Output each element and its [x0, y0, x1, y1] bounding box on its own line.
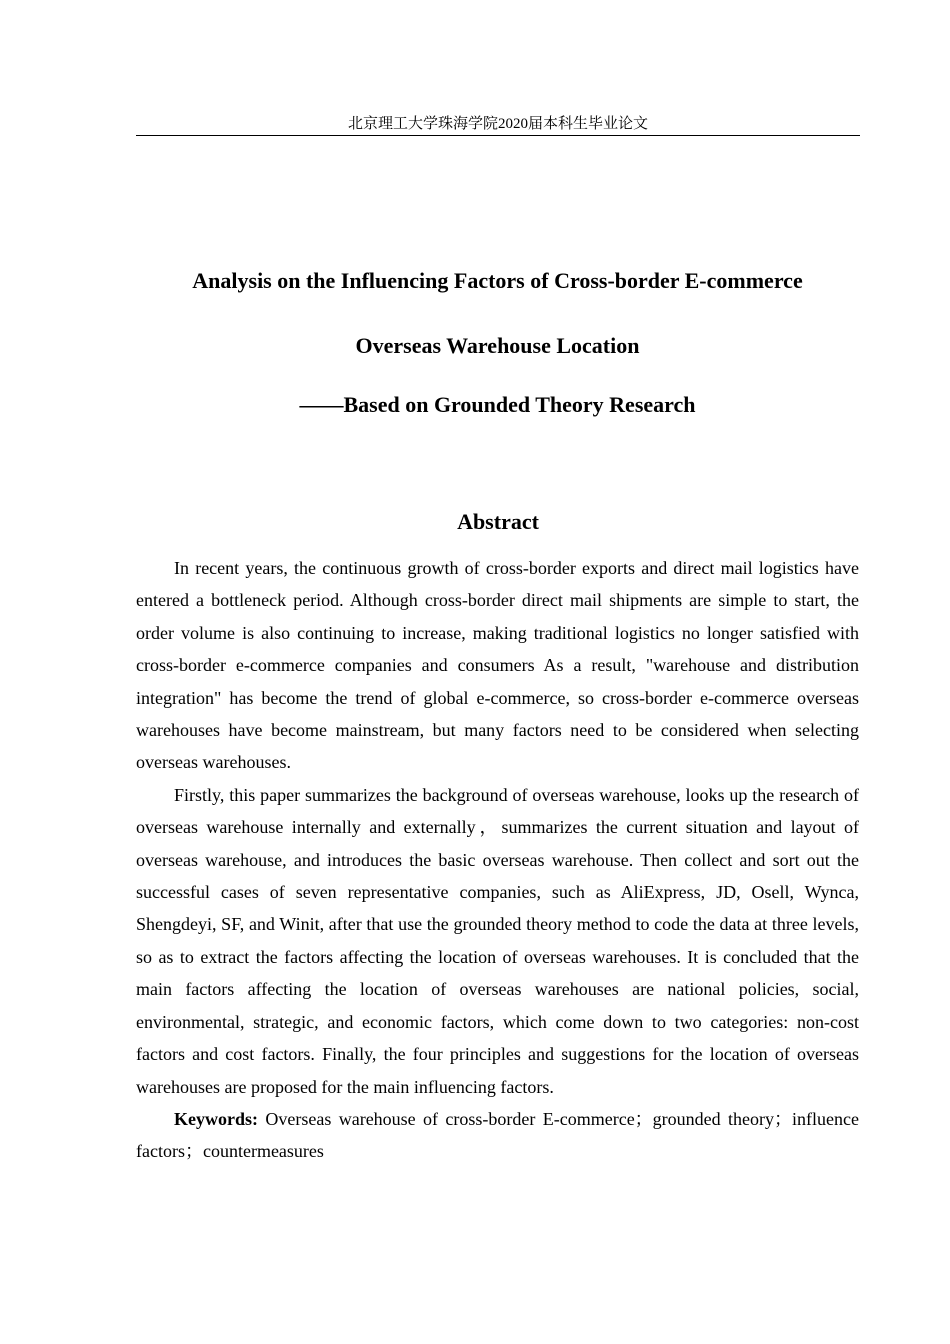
abstract-paragraph-1: In recent years, the continuous growth of cross-border exports and direct mail logistics have entered a bottleneck period. Although cross-border direct mail shipments are simple to start, the order volume is also continuing to increase, making traditional logistics no longer satisfied with cross-border e-commerce companies and consumers As a result, "warehouse and distribution integration" has become the trend of global e-commerce, so cross-border e-commerce overseas warehouses have become mainstream, but many factors need to be considered when selecting overseas warehouses. [136, 558, 859, 773]
running-header: 北京理工大学珠海学院2020届本科生毕业论文 [136, 115, 860, 136]
paper-title-line-2: Overseas Warehouse Location [355, 333, 640, 358]
paper-title-line-1: Analysis on the Influencing Factors of Cross-border E-commerce [192, 268, 803, 293]
abstract-paragraph-2: Firstly, this paper summarizes the background of overseas warehouse, looks up the research of overseas warehouse internally and externally，summarizes the current situation and layout of overseas warehouse, and introduces the basic overseas warehouse. Then collect and sort out the successful cases of seven representative companies, such as AliExpress, JD, Osell, Wynca, Shengdeyi, SF, and Winit, after that use the grounded theory method to code the data at three levels, so as to extract the factors affecting the location of overseas warehouses. It is concluded that the main factors affecting the location of overseas warehouses are national policies, social, environmental, strategic, and economic factors, which come down to two categories: non-cost factors and cost factors. Finally, the four principles and suggestions for the location of overseas warehouses are proposed for the main influencing factors. [136, 784, 859, 1097]
keywords-line [136, 1103, 859, 1168]
keywords-text: Overseas warehouse of cross-border E-commerce；grounded theory；influence factors；countermeasures [136, 1108, 859, 1162]
paper-subtitle: ——Based on Grounded Theory Research [299, 392, 696, 417]
keywords-label: Keywords: [174, 1108, 258, 1129]
abstract-heading: Abstract [457, 509, 539, 534]
abstract-body [136, 552, 859, 1168]
